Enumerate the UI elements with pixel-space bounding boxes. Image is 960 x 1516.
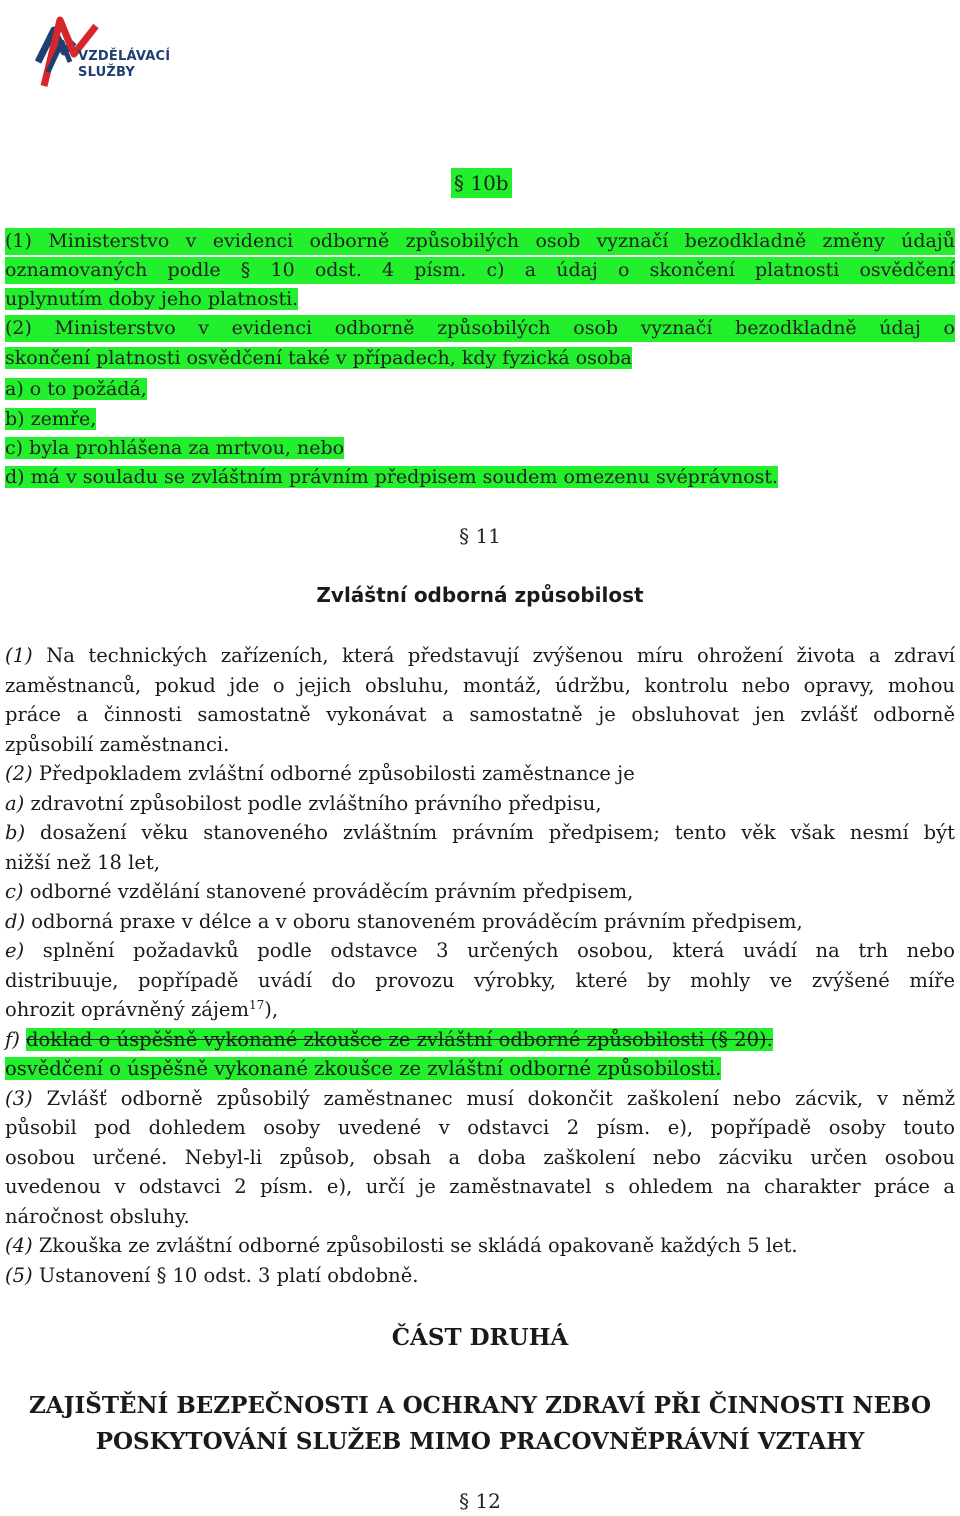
s11-p1-line1: Na technických zařízeních, která představují zvýšenou míru ohrožení života a zdraví xyxy=(46,644,955,667)
s10b-item-a: a) o to požádá, xyxy=(5,378,147,400)
s11-p1-num: (1) xyxy=(5,644,33,667)
s11-p2-num: (2) xyxy=(5,762,33,785)
s11-p2-e-text: splnění požadavků podle odstavce 3 určených osobou, která uvádí na trh nebo xyxy=(42,939,955,962)
section-11-title: Zvláštní odborná způsobilost xyxy=(316,583,644,607)
s11-p2-e-text2: distribuuje, popřípadě uvádí do provozu výrobky, které by mohly ve zvýšené míře xyxy=(5,968,955,992)
s11-p2-e-label: e) xyxy=(5,939,25,962)
s11-p1-line3: práce a činnosti samostatně vykonávat a samostatně je obsluhovat jen zvlášť odborně xyxy=(5,703,955,726)
s11-p4-num: (4) xyxy=(5,1234,33,1257)
s11-p3-line4: uvedenou v odstavci 2 písm. e), určí je zaměstnavatel s ohledem na charakter práce a xyxy=(5,1175,955,1198)
s10b-p2-line2: skončení platnosti osvědčení také v případech, kdy fyzická osoba xyxy=(5,347,632,369)
s11-p2-b-text: dosažení věku stanoveného zvláštním právním předpisem; tento věk však nesmí být xyxy=(40,821,955,844)
s11-p3-line5: náročnost obsluhy. xyxy=(5,1204,190,1228)
s11-p2-e-tail: ), xyxy=(264,998,279,1021)
s11-p2-a-text: zdravotní způsobilost podle zvláštního právního předpisu, xyxy=(30,791,602,815)
s11-p2-d-label: d) xyxy=(5,909,26,933)
s11-p2-b-label: b) xyxy=(5,821,26,844)
logo-line1: VZDĚLÁVACÍ xyxy=(78,49,171,64)
s11-p2-a-label: a) xyxy=(5,791,25,815)
s11-p5-num: (5) xyxy=(5,1263,33,1287)
s11-p3-line2: působil pod dohledem osoby uvedené v odstavci 2 písm. e), popřípadě osoby touto xyxy=(5,1116,955,1139)
part-two-title-line1: ZAJIŠTĚNÍ BEZPEČNOSTI A OCHRANY ZDRAVÍ PŘI ČINNOSTI NEBO xyxy=(29,1392,931,1419)
s11-p1-line2: zaměstnanců, pokud jde o jejich obsluhu, montáž, údržbu, kontrolu nebo opravy, mohou xyxy=(5,673,955,697)
s11-p2-e-footnote: 17 xyxy=(248,998,265,1012)
s11-p2-d-text: odborná praxe v délce a v oboru stanoveném prováděcím právním předpisem, xyxy=(31,909,803,933)
s11-p3-line1: Zvlášť odborně způsobilý zaměstnanec musí dokončit zaškolení nebo zácvik, v němž xyxy=(46,1086,955,1110)
s11-p2-b-text2: nižší než 18 let, xyxy=(5,850,160,874)
s11-p4-text: Zkouška ze zvláštní odborné způsobilosti se skládá opakovaně každých 5 let. xyxy=(38,1234,798,1257)
s11-p2-intro: Předpokladem zvláštní odborné způsobilosti zaměstnance je xyxy=(38,762,635,785)
logo xyxy=(34,12,184,90)
s10b-p1-line2: oznamovaných podle § 10 odst. 4 písm. c) a údaj o skončení platnosti osvědčení xyxy=(5,257,955,284)
s10b-item-d: d) má v souladu se zvláštním právním předpisem soudem omezenu svéprávnost. xyxy=(5,466,779,488)
s11-p2-f-struck: doklad o úspěšně vykonané zkoušce ze zvláštní odborné způsobilosti (§ 20). xyxy=(26,1027,773,1051)
s11-p2-c-label: c) xyxy=(5,880,24,903)
s10b-p2-line1: (2) Ministerstvo v evidenci odborně způsobilých osob vyznačí bezodkladně údaj o xyxy=(5,315,955,342)
s10b-item-b: b) zemře, xyxy=(5,408,97,430)
s11-p1-line4: způsobilí zaměstnanci. xyxy=(5,732,230,756)
s10b-item-c: c) byla prohlášena za mrtvou, nebo xyxy=(5,437,345,459)
s11-p2-f-label: f) xyxy=(5,1027,20,1051)
section-11-heading: § 11 xyxy=(459,524,501,548)
logo-text xyxy=(78,49,170,81)
s11-body xyxy=(5,641,955,1290)
s11-p3-line3: osobou určené. Nebyl-li způsob, obsah a doba zaškolení nebo zácviku určen osobou xyxy=(5,1145,955,1169)
s10b-p1-line1: (1) Ministerstvo v evidenci odborně způsobilých osob vyznačí bezodkladně změny údajů xyxy=(5,228,955,255)
section-12-heading: § 12 xyxy=(459,1489,501,1513)
s10b-p1-line3: uplynutím doby jeho platnosti. xyxy=(5,288,299,310)
s11-p2-e-text3: ohrozit oprávněný zájem xyxy=(5,998,249,1021)
s11-p3-num: (3) xyxy=(5,1086,33,1110)
part-two-heading: ČÁST DRUHÁ xyxy=(391,1324,569,1351)
logo-line2: SLUŽBY xyxy=(78,65,135,80)
s11-p5-text: Ustanovení § 10 odst. 3 platí obdobně. xyxy=(38,1263,419,1287)
s11-p2-f-new: osvědčení o úspěšně vykonané zkoušce ze zvláštní odborné způsobilosti. xyxy=(5,1057,722,1080)
s11-p2-c-text: odborné vzdělání stanovené prováděcím právním předpisem, xyxy=(29,880,634,903)
part-two-title-line2: POSKYTOVÁNÍ SLUŽEB MIMO PRACOVNĚPRÁVNÍ VZTAHY xyxy=(95,1428,865,1455)
section-10b-heading: § 10b xyxy=(451,168,512,198)
